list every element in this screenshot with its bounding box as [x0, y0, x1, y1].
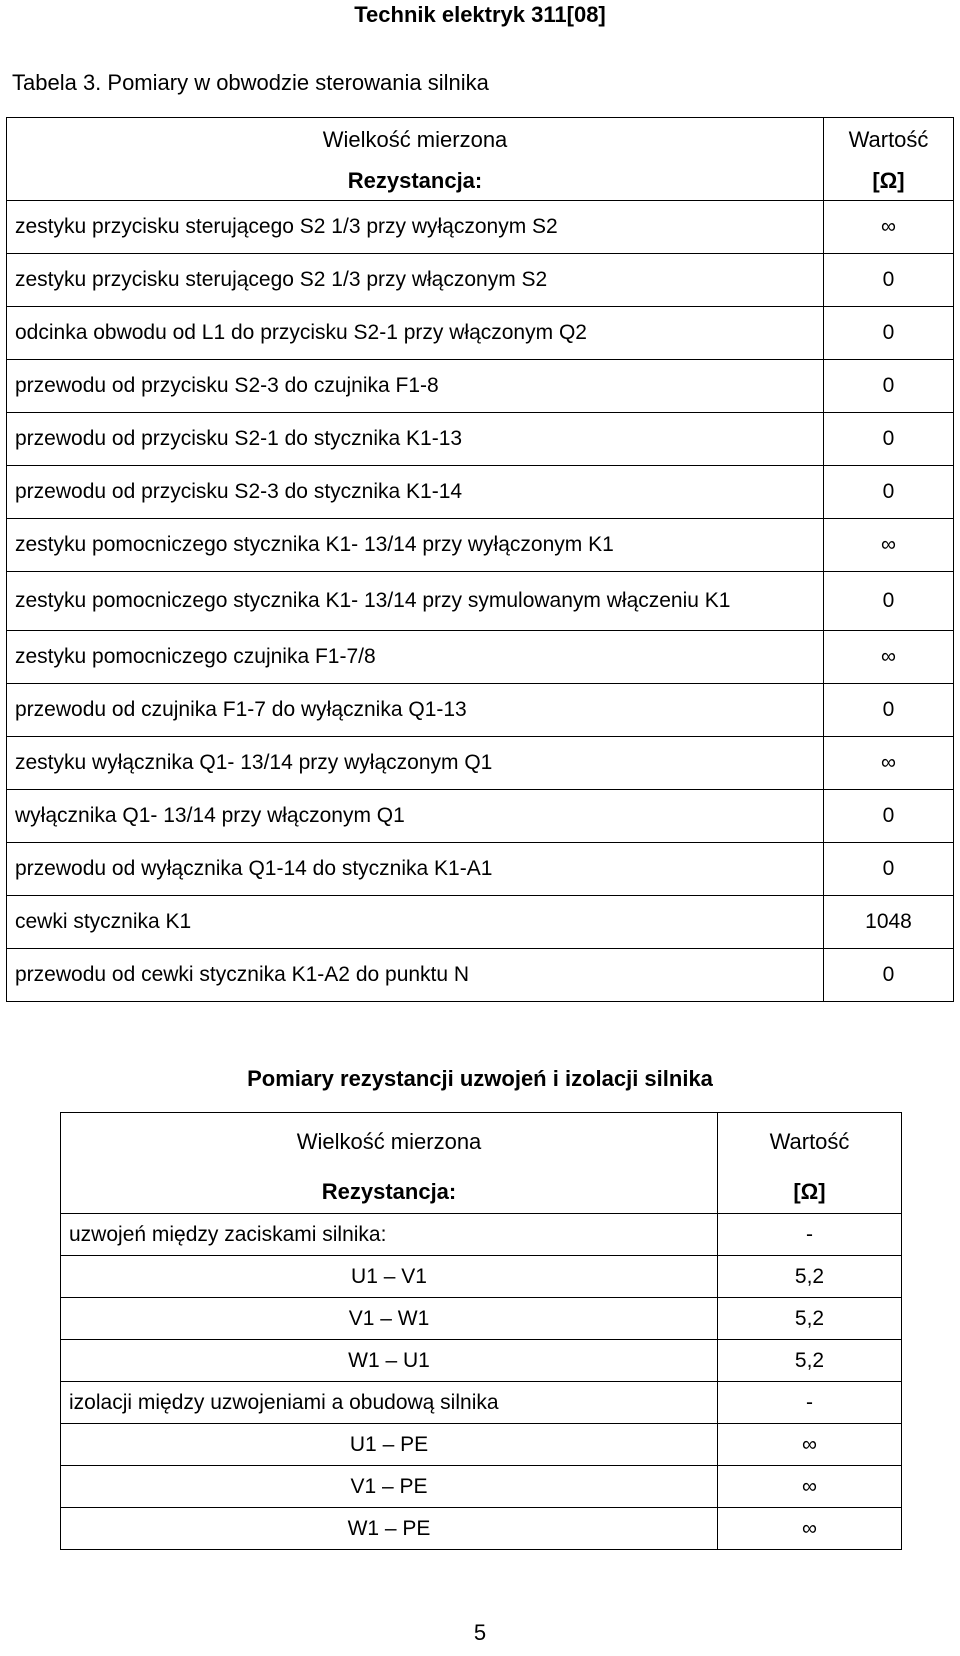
subheader-quantity: Rezystancja:	[7, 162, 824, 201]
table-row	[61, 1214, 902, 1256]
table-caption: Tabela 3. Pomiary w obwodzie sterowania silnika	[12, 70, 489, 95]
row-description: przewodu od przycisku S2-3 do stycznika K1-14	[7, 466, 824, 519]
table-row	[7, 572, 954, 631]
row-description: wyłącznika Q1- 13/14 przy włączonym Q1	[7, 790, 824, 843]
column-header-quantity: Wielkość mierzona	[61, 1113, 718, 1172]
row-description: zestyku przycisku sterującego S2 1/3 przy włączonym S2	[7, 254, 824, 307]
row-value: 0	[824, 254, 954, 307]
document-header-title: Technik elektryk 311[08]	[354, 2, 606, 27]
row-value: 0	[824, 413, 954, 466]
row-value: 0	[824, 307, 954, 360]
control-circuit-measurements-table	[6, 117, 954, 1002]
row-value: 0	[824, 684, 954, 737]
row-value: ∞	[824, 631, 954, 684]
row-value: 1048	[824, 896, 954, 949]
table-row	[7, 684, 954, 737]
table-row	[7, 254, 954, 307]
row-value: 0	[824, 360, 954, 413]
row-description: zestyku pomocniczego stycznika K1- 13/14 przy wyłączonym K1	[7, 519, 824, 572]
row-value: 0	[824, 949, 954, 1002]
row-description: przewodu od wyłącznika Q1-14 do stycznika K1-A1	[7, 843, 824, 896]
table-row	[61, 1508, 902, 1550]
table-row	[7, 737, 954, 790]
row-value: 0	[824, 466, 954, 519]
table-row	[7, 843, 954, 896]
table-row	[7, 631, 954, 684]
table-row	[7, 949, 954, 1002]
page-number: 5	[473, 1620, 487, 1645]
table-row	[61, 1298, 902, 1340]
row-description: zestyku wyłącznika Q1- 13/14 przy wyłączonym Q1	[7, 737, 824, 790]
row-value: 5,2	[718, 1340, 902, 1382]
row-description: przewodu od przycisku S2-1 do stycznika K1-13	[7, 413, 824, 466]
row-value: 5,2	[718, 1298, 902, 1340]
row-description: przewodu od cewki stycznika K1-A2 do punktu N	[7, 949, 824, 1002]
table-row	[61, 1256, 902, 1298]
row-value: 5,2	[718, 1256, 902, 1298]
row-description: przewodu od przycisku S2-3 do czujnika F1-8	[7, 360, 824, 413]
motor-resistance-table	[60, 1112, 902, 1550]
table-row	[7, 896, 954, 949]
row-description: cewki stycznika K1	[7, 896, 824, 949]
table-header-row	[7, 118, 954, 163]
table-row	[7, 519, 954, 572]
row-value: 0	[824, 572, 954, 631]
row-description: U1 – PE	[61, 1424, 718, 1466]
table-subheader-row	[7, 162, 954, 201]
column-header-quantity: Wielkość mierzona	[7, 118, 824, 163]
row-description: V1 – W1	[61, 1298, 718, 1340]
row-value: ∞	[824, 519, 954, 572]
row-value: ∞	[824, 201, 954, 254]
table-row	[61, 1466, 902, 1508]
row-description: przewodu od czujnika F1-7 do wyłącznika Q1-13	[7, 684, 824, 737]
subheader-unit: [Ω]	[718, 1171, 902, 1214]
row-value: -	[718, 1214, 902, 1256]
row-value: -	[718, 1382, 902, 1424]
table-row	[7, 360, 954, 413]
table-row	[7, 201, 954, 254]
row-value: ∞	[718, 1466, 902, 1508]
row-description: zestyku pomocniczego czujnika F1-7/8	[7, 631, 824, 684]
row-value: 0	[824, 843, 954, 896]
column-header-value: Wartość	[824, 118, 954, 163]
table-row	[61, 1424, 902, 1466]
row-value: ∞	[718, 1424, 902, 1466]
subheader-quantity: Rezystancja:	[61, 1171, 718, 1214]
table-row	[7, 307, 954, 360]
table-row	[7, 790, 954, 843]
row-value: ∞	[718, 1508, 902, 1550]
row-value: 0	[824, 790, 954, 843]
row-description: izolacji między uzwojeniami a obudową silnika	[61, 1382, 718, 1424]
row-value: ∞	[824, 737, 954, 790]
row-description: odcinka obwodu od L1 do przycisku S2-1 przy włączonym Q2	[7, 307, 824, 360]
subheader-unit: [Ω]	[824, 162, 954, 201]
row-description: uzwojeń między zaciskami silnika:	[61, 1214, 718, 1256]
table-row	[7, 466, 954, 519]
row-description: zestyku pomocniczego stycznika K1- 13/14 przy symulowanym włączeniu K1	[7, 572, 824, 631]
row-description: U1 – V1	[61, 1256, 718, 1298]
table-row	[7, 413, 954, 466]
column-header-value: Wartość	[718, 1113, 902, 1172]
row-description: zestyku przycisku sterującego S2 1/3 przy wyłączonym S2	[7, 201, 824, 254]
row-description: V1 – PE	[61, 1466, 718, 1508]
table-subheader-row	[61, 1171, 902, 1214]
table-header-row	[61, 1113, 902, 1172]
table-row	[61, 1382, 902, 1424]
section-title: Pomiary rezystancji uzwojeń i izolacji silnika	[247, 1066, 713, 1091]
table-row	[61, 1340, 902, 1382]
row-description: W1 – PE	[61, 1508, 718, 1550]
row-description: W1 – U1	[61, 1340, 718, 1382]
